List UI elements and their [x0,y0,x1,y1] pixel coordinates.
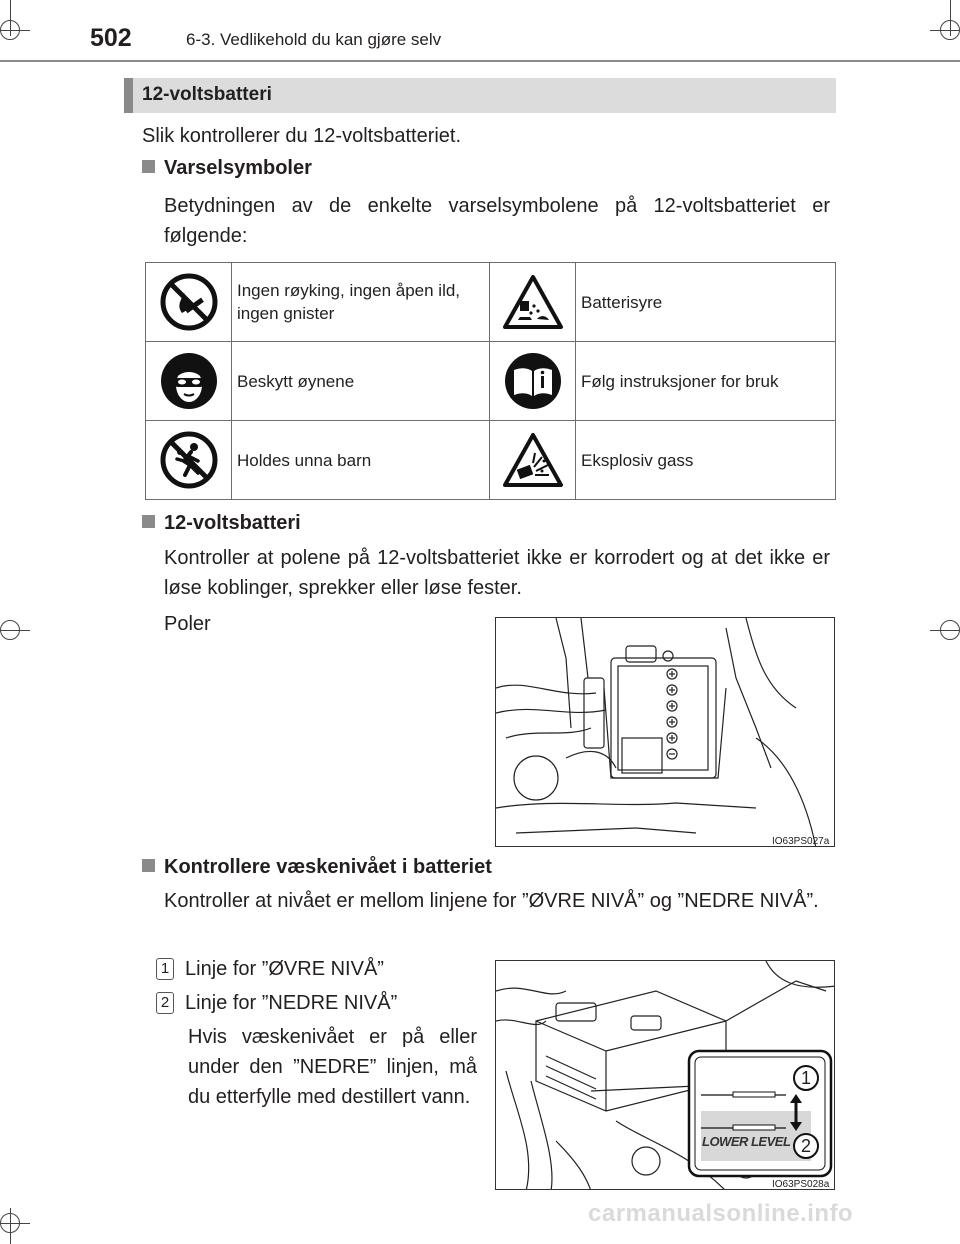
header-divider [0,60,960,62]
table-cell [146,263,232,342]
page-number: 502 [90,24,132,52]
engine-bay-illustration [496,618,835,847]
fluid-text: Kontroller at nivået er mellom linjene for ”ØVRE NIVÅ” og ”NEDRE NIVÅ”. [164,890,819,912]
table-row [146,342,836,421]
battery-text: Kontroller at polene på 12-voltsbatteriet ikke er korrodert og at det ikke er løse koblinger, sprekker eller løse fester. [164,547,830,599]
eye-protection-icon [160,352,218,410]
callout-2: 2 [793,1133,819,1159]
battery-heading [142,512,301,535]
table-cell: Ingen røyking, ingen åpen ild, ingen gnister [232,263,490,342]
bullet-square-icon [142,515,155,528]
intro-text: Slik kontrollerer du 12-voltsbatteriet. [142,125,462,147]
table-row [146,421,836,500]
running-header: 6-3. Vedlikehold du kan gjøre selv [186,30,442,49]
bullet-square-icon [142,859,155,872]
watermark: carmanualsonline.info [588,1200,854,1227]
warning-symbols-description: Betydningen av de enkelte varselsymbolene på 12-voltsbatteriet er følgende: [164,195,830,247]
section-title-accent [124,78,133,113]
table-cell: Følg instruksjoner for bruk [576,342,836,421]
table-row [146,263,836,342]
table-cell [490,263,576,342]
battery-level-illustration [496,961,835,1190]
number-badge: 1 [156,958,174,980]
list-item [156,988,397,1018]
warning-symbols-heading-text: Varselsymboler [164,157,312,179]
explosive-gas-icon [502,431,564,489]
warning-symbols-heading [142,157,312,180]
bullet-square-icon [142,160,155,173]
number-badge: 2 [156,992,174,1014]
table-cell [490,342,576,421]
table-cell: Batterisyre [576,263,836,342]
lower-level-label: LOWER LEVEL [702,1134,791,1149]
no-smoking-fire-icon [160,273,218,331]
table-cell [146,342,232,421]
warning-symbols-table [145,262,836,500]
section-title-bar [124,78,836,113]
table-cell: Holdes unna barn [232,421,490,500]
list-item-text: Linje for ”ØVRE NIVÅ” [185,958,384,980]
battery-poles-figure [495,617,835,847]
figure-code: IO63PS027a [772,836,830,847]
table-cell [490,421,576,500]
battery-heading-text: 12-voltsbatteri [164,512,301,534]
fluid-heading [142,856,492,879]
list-item-text: Linje for ”NEDRE NIVÅ” [185,992,398,1014]
table-cell: Eksplosiv gass [576,421,836,500]
section-title: 12-voltsbatteri [142,84,272,105]
poles-label: Poler [164,613,211,635]
battery-acid-icon [502,273,564,331]
fluid-heading-text: Kontrollere væskenivået i batteriet [164,856,492,878]
read-instructions-icon [504,352,562,410]
list-item [156,954,384,984]
callout-1: 1 [793,1065,819,1091]
keep-away-children-icon [160,431,218,489]
table-cell [146,421,232,500]
fluid-note: Hvis væskenivået er på eller under den ”NEDRE” linjen, må du etterfylle med destillert vann. [188,1026,477,1108]
figure-code: IO63PS028a [772,1179,830,1190]
fluid-level-figure [495,960,835,1190]
table-cell: Beskytt øynene [232,342,490,421]
